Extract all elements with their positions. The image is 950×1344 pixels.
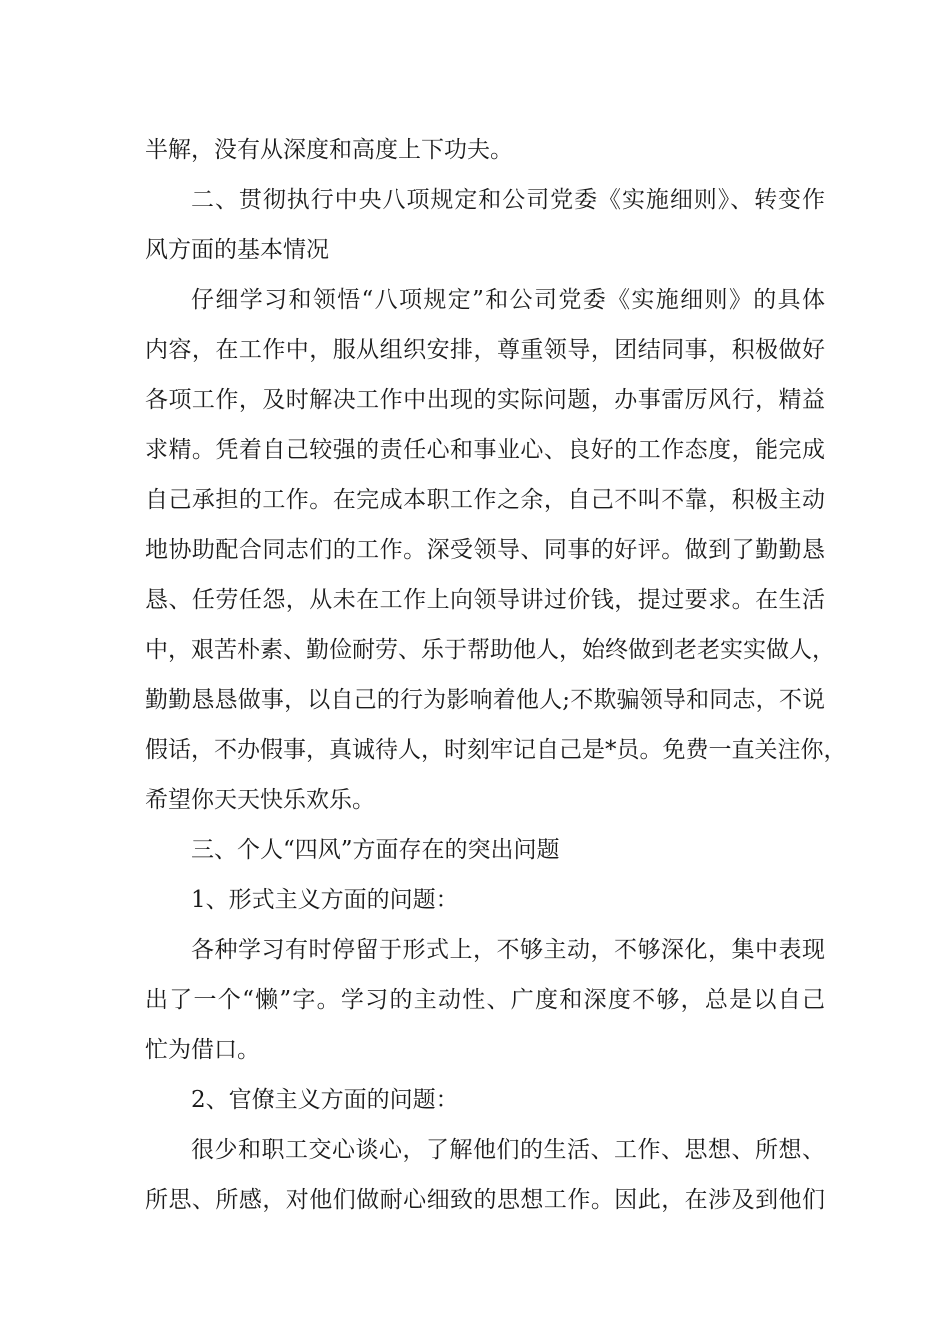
paragraph-line: 内容，在工作中，服从组织安排，尊重领导，团结同事，积极做好 <box>145 337 825 363</box>
paragraph-line: 忙为借口。 <box>145 1037 260 1063</box>
subsection-heading: 1、形式主义方面的问题： <box>191 887 459 913</box>
paragraph-line: 各项工作，及时解决工作中出现的实际问题，办事雷厉风行，精益 <box>145 387 825 413</box>
paragraph-line: 中，艰苦朴素、勤俭耐劳、乐于帮助他人，始终做到老老实实做人， <box>145 637 835 663</box>
paragraph-line: 所思、所感，对他们做耐心细致的思想工作。因此，在涉及到他们 <box>145 1187 825 1213</box>
paragraph-line: 勤勤恳恳做事，以自己的行为影响着他人;不欺骗领导和同志，不说 <box>145 687 825 713</box>
paragraph-line: 各种学习有时停留于形式上，不够主动，不够深化，集中表现 <box>191 937 825 963</box>
paragraph-line: 希望你天天快乐欢乐。 <box>145 787 375 813</box>
section-heading: 二、贯彻执行中央八项规定和公司党委《实施细则》、转变作 <box>191 187 825 213</box>
paragraph-line: 仔细学习和领悟“八项规定”和公司党委《实施细则》的具体 <box>191 287 825 313</box>
subsection-heading: 2、官僚主义方面的问题： <box>191 1087 459 1113</box>
paragraph-line: 自己承担的工作。在完成本职工作之余，自己不叫不靠，积极主动 <box>145 487 825 513</box>
section-heading-continued: 风方面的基本情况 <box>145 237 329 263</box>
paragraph-line: 恳、任劳任怨，从未在工作上向领导讲过价钱，提过要求。在生活 <box>145 587 825 613</box>
section-heading: 三、个人“四风”方面存在的突出问题 <box>191 837 560 863</box>
paragraph-line: 求精。凭着自己较强的责任心和事业心、良好的工作态度，能完成 <box>145 437 825 463</box>
paragraph-line: 出了一个“懒”字。学习的主动性、广度和深度不够，总是以自己 <box>145 987 825 1013</box>
paragraph-line: 很少和职工交心谈心，了解他们的生活、工作、思想、所想、 <box>191 1137 825 1163</box>
paragraph-line: 假话，不办假事，真诚待人，时刻牢记自己是*员。免费一直关注你， <box>145 737 847 763</box>
text-line: 半解，没有从深度和高度上下功夫。 <box>145 137 513 163</box>
paragraph-line: 地协助配合同志们的工作。深受领导、同事的好评。做到了勤勤恳 <box>145 537 825 563</box>
